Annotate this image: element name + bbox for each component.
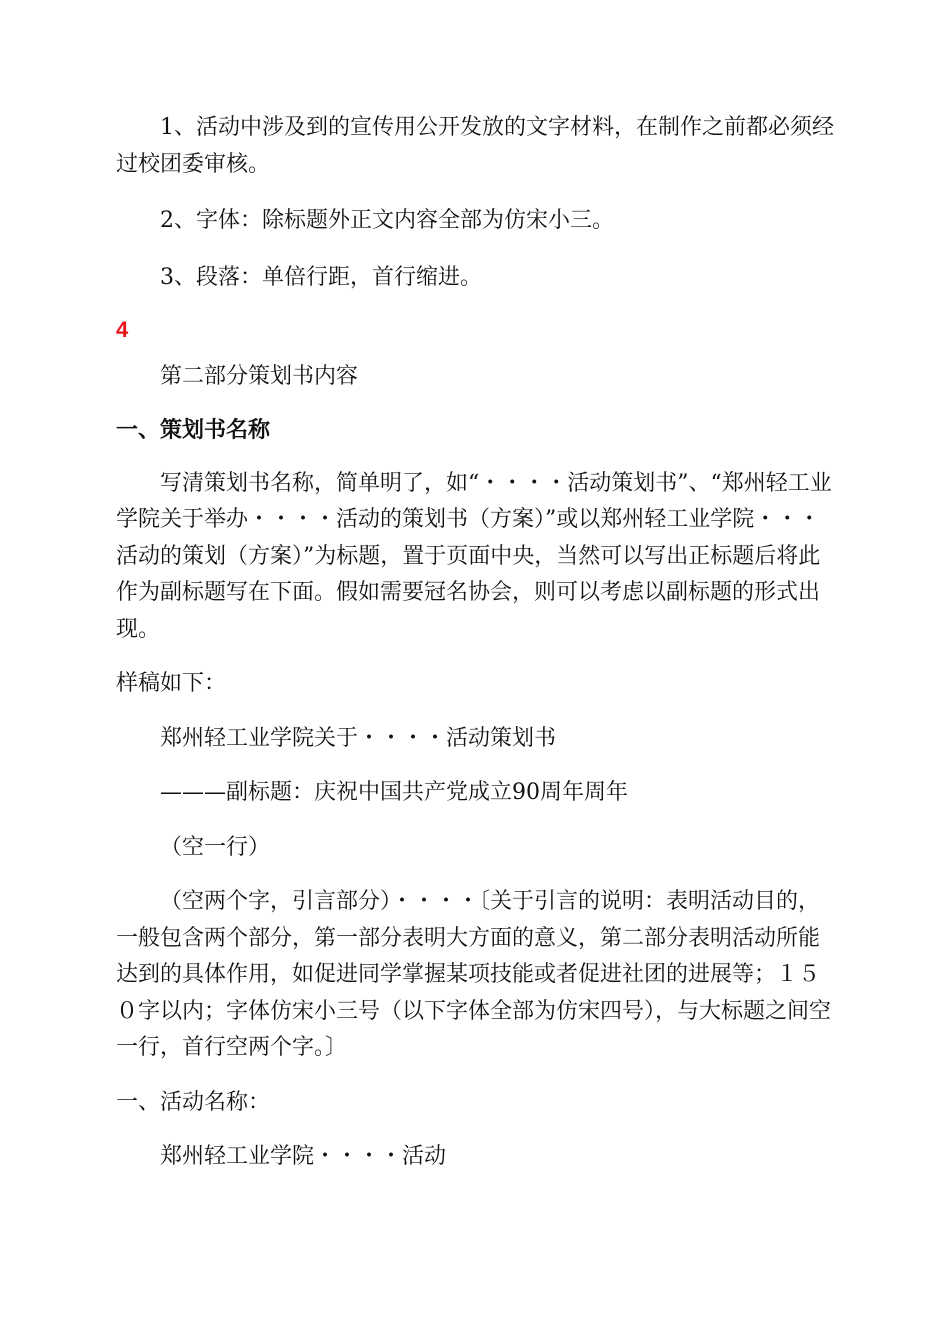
sample-subtitle: ———副标题：庆祝中国共产党成立90周年周年 <box>160 780 628 805</box>
rule-2-paragraph: 2、字体：除标题外正文内容全部为仿宋小三。 <box>160 208 614 233</box>
intro-paragraph: （空两个字，引言部分）・・・・〔关于引言的说明：表明活动目的，一般包含两个部分，第一部分表明大方面的意义，第二部分表明活动所能达到的具体作用，如促进同学掌握某项技能或者促进社团的进展等；１５０字以内；字体仿宋小三号（以下字体全部为仿宋四号），与大标题之间空一行，首行空两个字。〕 <box>116 889 832 1060</box>
rule-3-paragraph: 3、段落：单倍行距，首行缩进。 <box>160 264 482 290</box>
part-title: 第二部分策划书内容 <box>160 363 359 389</box>
red-number-marker: 4 <box>116 317 129 342</box>
activity-name-label: 一、活动名称： <box>116 1089 271 1115</box>
blank-line-note: （空一行） <box>160 834 271 860</box>
rule-1-paragraph: 1、活动中涉及到的宣传用公开发放的文字材料，在制作之前都必须经过校团委审核。 <box>116 115 834 177</box>
section-heading-plan-name: 一、策划书名称 <box>116 418 271 443</box>
activity-name-value: 郑州轻工业学院・・・・活动 <box>160 1144 447 1169</box>
section-body-plan-name: 写清策划书名称，简单明了，如“・・・・活动策划书”、“郑州轻工业学院关于举办・・・・活动的策划书（方案）”或以郑州轻工业学院・・・活动的策划（方案）”为标题，置于页面中央，当然可以写出正标题后将此作为副标题写在下面。假如需要冠名协会，则可以考虑以副标题的形式出现。 <box>116 470 832 642</box>
sample-label: 样稿如下： <box>116 671 227 696</box>
sample-title: 郑州轻工业学院关于・・・・活动策划书 <box>160 725 557 751</box>
document-page <box>116 110 836 1176</box>
